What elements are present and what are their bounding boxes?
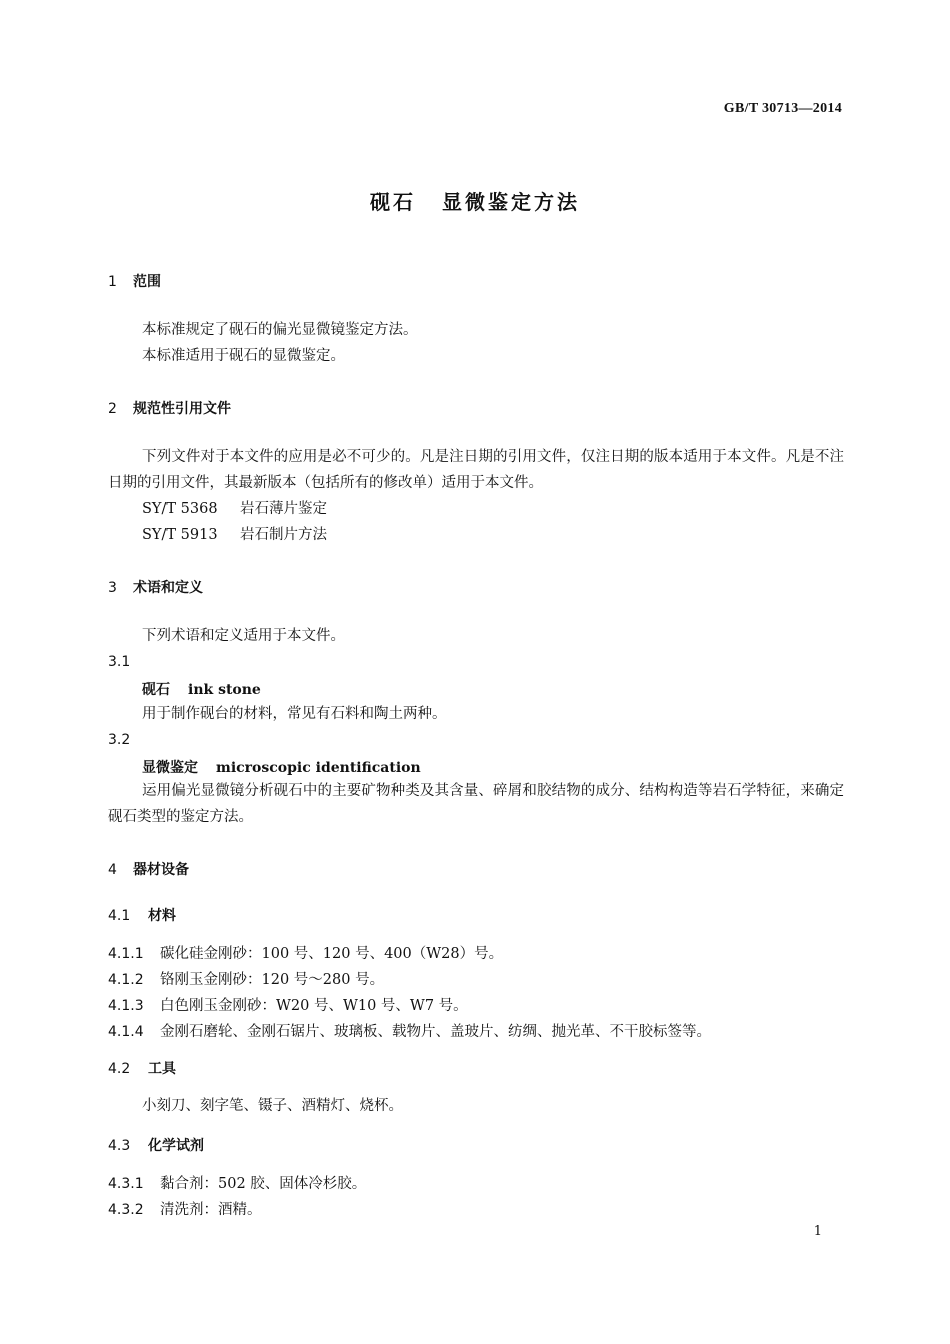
- document-code: GB/T 30713—2014: [723, 101, 842, 116]
- section-3-heading: [108, 577, 203, 597]
- subsection-title: 化学试剂: [148, 1138, 204, 1154]
- subsection-4-1-heading: [108, 905, 176, 925]
- term-zh: 砚石: [142, 682, 170, 698]
- scope-line-2: 本标准适用于砚石的显微鉴定。: [142, 348, 345, 364]
- item-number: 4.1.4: [108, 1024, 144, 1040]
- item-text: 白色刚玉金刚砂：W20 号、W10 号、W7 号。: [160, 998, 468, 1014]
- term-heading: [142, 679, 261, 699]
- subsection-4-2-heading: [108, 1058, 176, 1078]
- section-2-heading: [108, 398, 231, 418]
- document-title: [0, 186, 950, 215]
- reference-title: 岩石制片方法: [240, 527, 327, 543]
- item-text: 金刚石磨轮、金刚石锯片、玻璃板、载物片、盖玻片、纺绸、抛光革、不干胶标签等。: [160, 1024, 711, 1040]
- term-heading: [142, 757, 421, 777]
- reference-item: [142, 522, 327, 548]
- term-number: 3.1: [108, 654, 131, 670]
- reference-code: SY/T 5368: [142, 501, 218, 517]
- subsection-title: 材料: [148, 908, 176, 924]
- term-en: microscopic identification: [216, 760, 421, 776]
- subsection-number: 4.2: [108, 1061, 131, 1077]
- item-text: 清洗剂：酒精。: [160, 1202, 262, 1218]
- section-number: 2: [108, 401, 117, 417]
- term-definition: 运用偏光显微镜分析砚石中的主要矿物种类及其含量、碎屑和胶结物的成分、结构构造等岩石学特征，来确定砚石类型的鉴定方法。: [108, 783, 844, 825]
- reference-title: 岩石薄片鉴定: [240, 501, 327, 517]
- section-title: 术语和定义: [133, 580, 203, 596]
- terms-intro: 下列术语和定义适用于本文件。: [142, 628, 345, 644]
- item-text: 黏合剂：502 胶、固体冷杉胶。: [160, 1176, 367, 1192]
- subsection-number: 4.3: [108, 1138, 131, 1154]
- page-number: 1: [813, 1224, 822, 1239]
- scope-line-1: 本标准规定了砚石的偏光显微镜鉴定方法。: [142, 322, 418, 338]
- term-en: ink stone: [188, 682, 261, 698]
- material-item: [108, 968, 384, 989]
- subsection-title: 工具: [148, 1061, 176, 1077]
- title-part-1: 砚石: [370, 190, 416, 214]
- material-item: [108, 942, 503, 963]
- term-number: 3.2: [108, 732, 131, 748]
- tools-text: 小刻刀、刻字笔、镊子、酒精灯、烧杯。: [142, 1098, 403, 1114]
- section-title: 范围: [133, 274, 161, 290]
- item-number: 4.1.3: [108, 998, 144, 1014]
- item-text: 铬刚玉金刚砂：120 号～280 号。: [160, 972, 385, 988]
- section-1-heading: [108, 271, 161, 291]
- normative-references-paragraph: 下列文件对于本文件的应用是必不可少的。凡是注日期的引用文件，仅注日期的版本适用于本文件。凡是不注日期的引用文件，其最新版本（包括所有的修改单）适用于本文件。: [108, 449, 844, 491]
- reagent-item: [108, 1198, 262, 1219]
- section-title: 器材设备: [133, 862, 189, 878]
- reference-item: [142, 496, 327, 522]
- section-4-heading: [108, 859, 189, 879]
- material-item: [108, 1020, 711, 1041]
- item-number: 4.3.2: [108, 1202, 144, 1218]
- subsection-number: 4.1: [108, 908, 131, 924]
- term-definition: 用于制作砚台的材料，常见有石料和陶土两种。: [142, 706, 447, 722]
- subsection-4-3-heading: [108, 1135, 204, 1155]
- item-number: 4.1.1: [108, 946, 144, 962]
- term-zh: 显微鉴定: [142, 760, 198, 776]
- section-number: 3: [108, 580, 117, 596]
- section-title: 规范性引用文件: [133, 401, 231, 417]
- item-number: 4.3.1: [108, 1176, 144, 1192]
- section-number: 4: [108, 862, 117, 878]
- title-part-2: 显微鉴定方法: [442, 190, 580, 214]
- reagent-item: [108, 1172, 366, 1193]
- material-item: [108, 994, 468, 1015]
- reference-code: SY/T 5913: [142, 527, 218, 543]
- item-number: 4.1.2: [108, 972, 144, 988]
- section-number: 1: [108, 274, 117, 290]
- item-text: 碳化硅金刚砂：100 号、120 号、400（W28）号。: [160, 946, 504, 962]
